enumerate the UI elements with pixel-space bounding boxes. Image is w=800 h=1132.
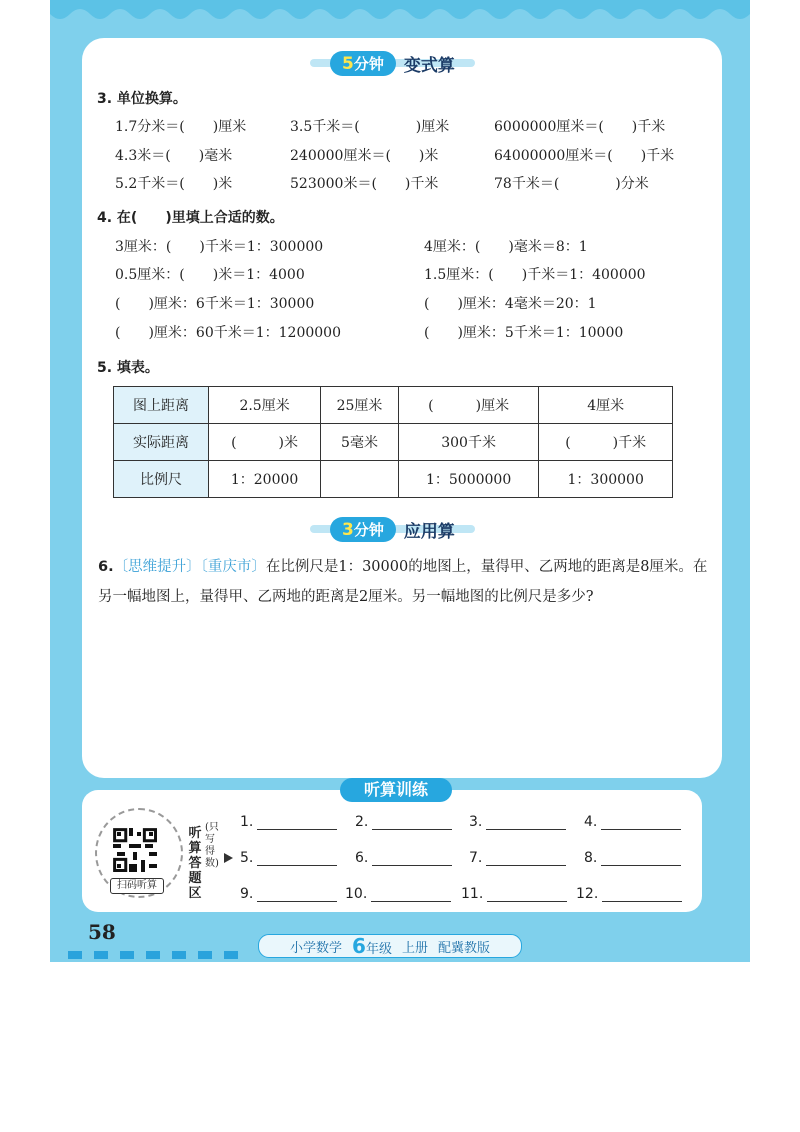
section-unit: 分钟 [353, 520, 384, 539]
q3-item: 4.3米＝( )毫米 [115, 148, 233, 164]
answer-number: 7. [469, 850, 483, 866]
section-header-5min [330, 50, 455, 76]
question-6 [98, 552, 708, 612]
table-row [114, 461, 673, 498]
q4-item: 0.5厘米：( )米＝1：4000 [115, 267, 305, 283]
table-row [114, 424, 673, 461]
q3-item: 3.5千米＝( )厘米 [290, 119, 450, 135]
table-cell: 300千米 [398, 424, 539, 461]
q3-item: 78千米＝( )分米 [494, 176, 649, 192]
answer-blank[interactable] [345, 886, 451, 902]
answer-note: (只写得数) [205, 822, 219, 869]
answer-number: 12. [576, 886, 599, 902]
table-header-cell: 实际距离 [114, 424, 209, 461]
table-row [114, 387, 673, 424]
table-cell: ( )米 [209, 424, 321, 461]
table-cell: 2.5厘米 [209, 387, 321, 424]
answer-number: 6. [355, 850, 369, 866]
table-header-cell: 图上距离 [114, 387, 209, 424]
question-text: 在比例尺是1：30000的地图上，量得甲、乙两地的距离是8厘米。在另一幅地图上，量得甲、乙两地的距离是2厘米。另一幅地图的比例尺是多少? [98, 559, 708, 605]
page-number: 58 [88, 920, 116, 944]
question-5-title: 5. 填表。 [97, 360, 159, 376]
footer-grade: 6 [352, 934, 366, 958]
q3-item: 6000000厘米＝( )千米 [494, 119, 666, 135]
answer-blank[interactable] [355, 850, 452, 866]
q4-item: 4厘米：( )毫米＝8：1 [424, 239, 588, 255]
answer-number: 5. [240, 850, 254, 866]
scan-label[interactable]: 扫码听算 [110, 878, 164, 894]
table-cell: ( )千米 [539, 424, 673, 461]
section-title: 应用算 [403, 521, 455, 542]
table-cell: 1：20000 [209, 461, 321, 498]
footer-subject: 小学数学 [290, 940, 343, 956]
answer-blank[interactable] [240, 814, 337, 830]
answer-number: 4. [584, 814, 598, 830]
q3-item: 1.7分米＝( )厘米 [115, 119, 247, 135]
answer-blank[interactable] [240, 850, 337, 866]
answer-number: 1. [240, 814, 254, 830]
tag-region: 〔重庆市〕 [200, 559, 266, 575]
question-number: 6. [98, 559, 114, 575]
footer-edition: 配冀教版 [437, 940, 490, 956]
q3-item: 523000米＝( )千米 [290, 176, 439, 192]
q3-item: 5.2千米＝( )米 [115, 176, 233, 192]
q4-item: ( )厘米：6千米＝1：30000 [115, 296, 315, 312]
q4-item: 1.5厘米：( )千米＝1：400000 [424, 267, 646, 283]
table-cell: 4厘米 [539, 387, 673, 424]
q4-item: ( )厘米：5千米＝1：10000 [424, 325, 624, 341]
answer-number: 8. [584, 850, 598, 866]
answer-number: 3. [469, 814, 483, 830]
qr-code-icon[interactable] [113, 828, 157, 872]
answer-blank[interactable] [461, 886, 567, 902]
footer-volume: 上册 [401, 940, 428, 956]
answer-blank[interactable] [469, 850, 566, 866]
q4-item: ( )厘米：60千米＝1：1200000 [115, 325, 341, 341]
table-cell: 25厘米 [321, 387, 399, 424]
question-4-title: 4. 在( )里填上合适的数。 [97, 210, 284, 226]
footer-grade-unit: 年级 [365, 942, 392, 957]
frame-wave-decoration [50, 0, 750, 40]
section-title: 变式算 [403, 55, 455, 76]
table-cell: 1：300000 [539, 461, 673, 498]
section-unit: 分钟 [353, 54, 384, 73]
answer-blank[interactable] [576, 886, 682, 902]
answer-number: 9. [240, 886, 254, 902]
answer-number: 10. [345, 886, 368, 902]
section-minutes: 3 [342, 519, 354, 540]
table-cell [321, 461, 399, 498]
answer-blank[interactable] [584, 814, 681, 830]
scale-table [113, 386, 673, 498]
table-header-cell: 比例尺 [114, 461, 209, 498]
answer-number: 2. [355, 814, 369, 830]
answer-blank[interactable] [240, 886, 337, 902]
question-3-title: 3. 单位换算。 [97, 91, 187, 107]
q3-item: 240000厘米＝( )米 [290, 148, 439, 164]
q3-item: 64000000厘米＝( )千米 [494, 148, 675, 164]
section-minutes: 5 [342, 53, 354, 74]
footer-dash-decoration [68, 951, 248, 961]
q4-item: ( )厘米：4毫米＝20：1 [424, 296, 597, 312]
footer-badge [258, 934, 522, 958]
answer-number: 11. [461, 886, 484, 902]
arrow-right-icon [224, 853, 233, 863]
answer-blank[interactable] [355, 814, 452, 830]
table-cell: 5毫米 [321, 424, 399, 461]
answer-area-label: 听算答题区 [188, 826, 202, 901]
listening-title: 听算训练 [340, 778, 452, 802]
answer-blank[interactable] [584, 850, 681, 866]
table-cell: ( )厘米 [398, 387, 539, 424]
tag-thinking: 〔思维提升〕 [113, 559, 201, 575]
q4-item: 3厘米：( )千米＝1：300000 [115, 239, 324, 255]
table-cell: 1：5000000 [398, 461, 539, 498]
section-header-3min [330, 516, 455, 542]
answer-blank[interactable] [469, 814, 566, 830]
